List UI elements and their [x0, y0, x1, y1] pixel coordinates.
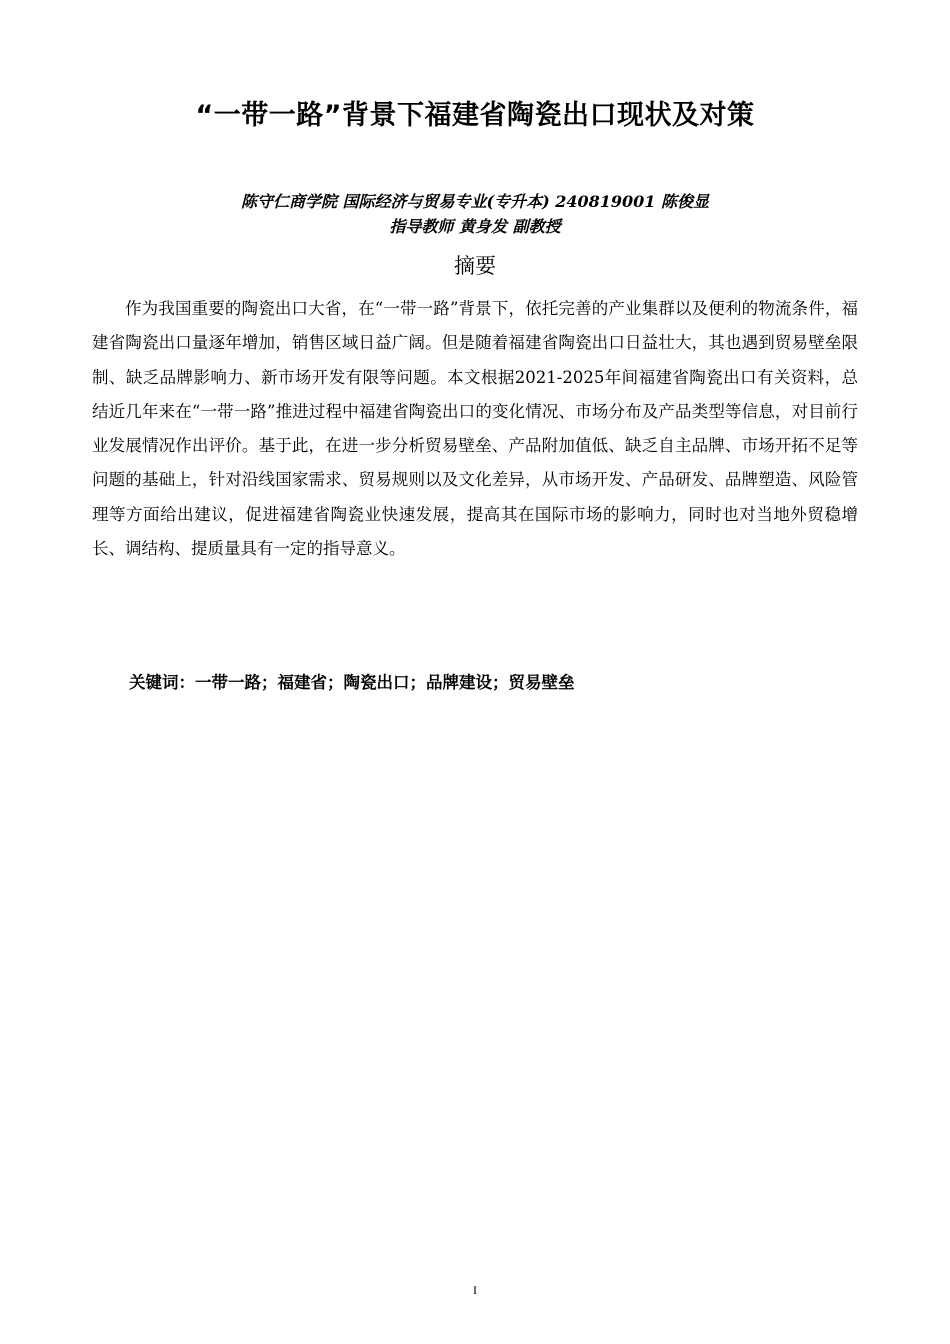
advisor-line: 指导教师 黄身发 副教授: [389, 217, 561, 236]
abstract-body: 作为我国重要的陶瓷出口大省，在“一带一路”背景下，依托完善的产业集群以及便利的物流条件，福建省陶瓷出口量逐年增加，销售区域日益广阔。但是随着福建省陶瓷出口日益壮大，其也遇到贸易壁垒限制、缺乏品牌影响力、新市场开发有限等问题。本文根据2021-2025年间福建省陶瓷出口有关资料，总结近几年来在“一带一路”推进过程中福建省陶瓷出口的变化情况、市场分布及产品类型等信息，对目前行业发展情况作出评价。基于此，在进一步分析贸易壁垒、产品附加值低、缺乏自主品牌、市场开拓不足等问题的基础上，针对沿线国家需求、贸易规则以及文化差异，从市场开发、产品研发、品牌塑造、风险管理等方面给出建议，促进福建省陶瓷业快速发展，提高其在国际市场的影响力，同时也对当地外贸稳增长、调结构、提质量具有一定的指导意义。: [92, 299, 858, 559]
abstract-heading: 摘要: [454, 254, 496, 278]
keywords-line: 关键词：一带一路；福建省；陶瓷出口；品牌建设；贸易壁垒: [129, 673, 575, 692]
page-number: I: [473, 1283, 477, 1297]
author-line: 陈守仁商学院 国际经济与贸易专业(专升本) 240819001 陈俊显: [240, 192, 710, 211]
paper-title: “一带一路”背景下福建省陶瓷出口现状及对策: [195, 100, 755, 131]
